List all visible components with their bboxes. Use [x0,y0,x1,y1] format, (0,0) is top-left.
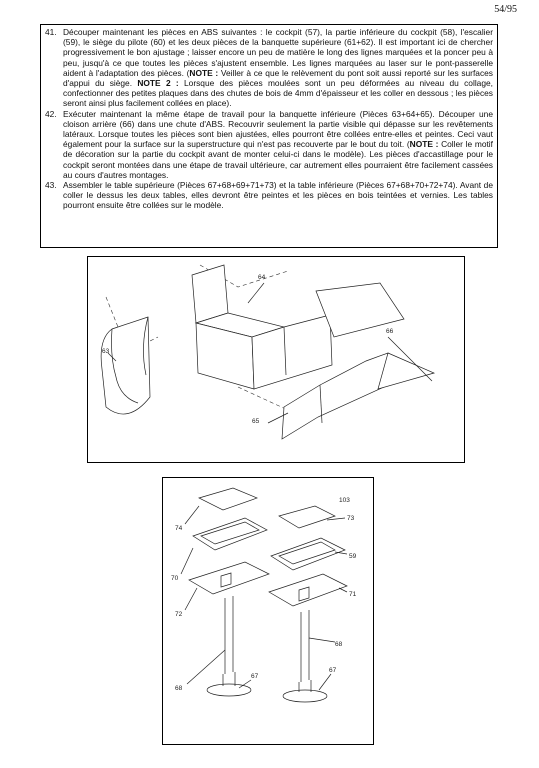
step-43 [45,180,493,211]
step-text-part: Coller le motif de décoration sur la partie du cockpit avant de monter celui-ci dans le modèle). Les pièces d'accastillage pour le cockpit seront montées dans une étape de travail ultérieure, car autrement elles pourraient être facilement cassées au cours d'autres montages. [63,139,493,180]
leader-line [185,506,199,524]
label-68-right: 68 [335,641,343,648]
leader-line [248,283,264,303]
tables-drawing [163,478,375,746]
part-65-wing [378,353,434,389]
part-64-back [192,265,228,323]
label-103: 103 [339,497,350,504]
step-text-part: Découper maintenant les pièces en ABS suivantes : le cockpit (57), la partie inférieure du cockpit (58), l'escalier (59), le siège du pilote (60) et les deux pièces de la banquette supérieure (61+62). Il est important ici de chercher progressivement le bon ajustage ; laisser encore un peu de matière le long des lignes marquées et la poncer peu à peu, jusqu'à ce que toutes les pièces s'ajustent ensemble. Les lignes marquées au laser sur le pont-passerelle aident à l'adaptation des pièces. ( [63,27,493,78]
label-66: 66 [386,328,394,335]
page-number: 54/95 [494,4,517,15]
right-base-67 [283,690,327,702]
leader-line [339,588,347,592]
right-table-top-73 [279,506,335,528]
figure-lower-bench [87,256,465,463]
label-73: 73 [347,515,355,522]
step-text [63,109,493,180]
label-71: 71 [349,591,357,598]
note-label: NOTE 2 : [137,78,179,89]
step-text [63,27,493,109]
label-72: 72 [175,611,183,618]
leader-line [309,638,335,642]
label-64: 64 [258,274,266,281]
lower-bench-drawing [88,257,466,464]
label-59: 59 [349,553,357,560]
label-68-left: 68 [175,685,183,692]
leader-line [319,674,331,690]
label-63: 63 [102,348,110,355]
leader-line [185,588,197,610]
step-number: 43. [45,180,57,191]
part-63-shell [101,317,150,414]
note-label: NOTE : [409,139,439,150]
step-42 [45,109,493,180]
step-text-part: Veiller à ce que le relèvement du pont soit aussi reporté sur les surfaces d'appui du siège. [63,67,493,89]
label-67-left: 67 [251,673,259,680]
leader-line [181,548,193,574]
leader-line [187,650,225,684]
step-text-part: Lorsque des pièces moulées sont un peu déformées au niveau du collage, confectionner des petites plaques dans des chutes de bois de 4mm d'épaisseur et les coller en dessous ; les pièces seront ainsi plus facilement collées en place). [63,78,493,109]
left-table-top-74 [199,488,257,510]
instructions-box [40,24,498,248]
step-text-part: Exécuter maintenant la même étape de travail pour la banquette inférieure (Pièces 63+64+65). Découper une cloison arrière (66) dans une chute d'ABS. Recouvrir seulement la partie visible qui dépasse sur les revêtements latéraux. Lorsque toutes les pièces sont bien ajustées, elles pourront être collées entre-elles et peintes. Ceci vaut également pour la surface sur la superstructure qui n'est pas recouverte par le bout du toit. ( [63,108,493,150]
leader-line [327,518,345,520]
left-base-67 [207,684,251,696]
step-41 [45,27,493,109]
label-67-right: 67 [329,667,337,674]
figure-tables [162,477,374,745]
step-text: Assembler le table supérieure (Pièces 67+68+69+71+73) et la table inférieure (Pièces 67+68+70+72+74). Avant de coller le dessus les deux tables, elles devront être peintes et les pièces en bois teintées et vernies. Les tables pourront ensuite être collées sur le modèle. [63,180,493,211]
label-70: 70 [171,575,179,582]
step-number: 41. [45,27,57,37]
label-65: 65 [252,418,260,425]
note-label: NOTE : [189,67,219,78]
step-number: 42. [45,108,57,119]
label-74: 74 [175,525,183,532]
